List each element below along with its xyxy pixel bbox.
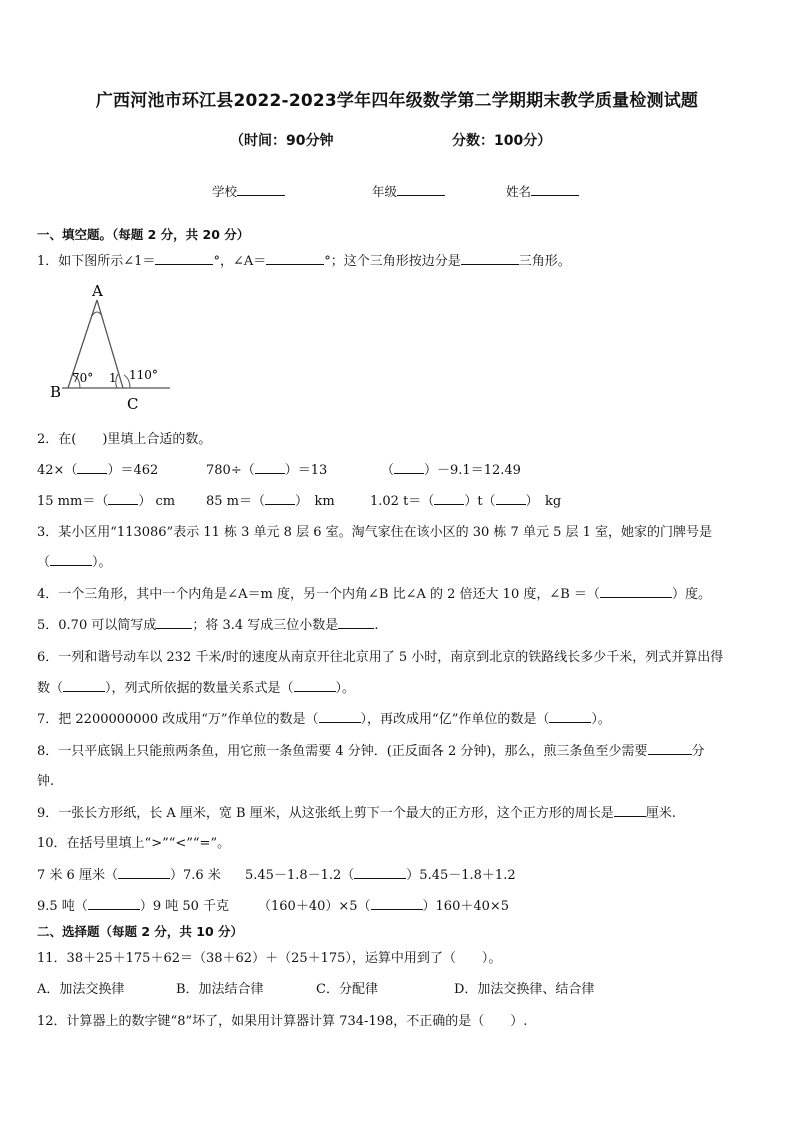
answer-blank[interactable] [461,252,519,265]
answer-blank[interactable] [394,461,424,474]
answer-blank[interactable] [496,492,526,505]
answer-blank[interactable] [434,492,464,505]
grade-field [372,182,445,200]
school-label: 学校 [212,184,238,199]
question-6: 6．一列和谐号动车以 232 千米/时的速度从南京开往北京用了 5 小时，南京到北京的铁路线长多少千米，列式并算出得 [37,650,724,665]
exam-score: 分数：100分） [452,133,552,149]
question-9: 9．一张长方形纸，长 A 厘米，宽 B 厘米，从这张纸上剪下一个最大的正方形，这个正方形的周长是 厘米. [37,806,676,821]
answer-blank[interactable] [255,461,285,474]
q10-item: （160＋40）×5（ ）160＋40×5 [258,899,510,914]
section-1-heading: 一、填空题。（每题 2 分，共 20 分） [37,227,250,242]
question-10-head: 10．在括号里填上“>”“<”“=”。 [37,836,231,851]
question-7: 7．把 2200000000 改成用“万”作单位的数是（ ），再改成用“亿”作单位的数是（ ）。 [37,712,611,727]
q2-item: 15 mm＝（ ） cm [37,494,176,509]
q2-item: 85 m＝（ ） km [206,494,335,509]
q2-item: 780÷（ ）＝13 [206,463,328,478]
question-4: 4．一个三角形，其中一个内角是∠A＝m 度，另一个内角∠B 比∠A 的 2 倍还大 10 度，∠B ＝（ ）度。 [37,587,711,602]
question-8: 8．一只平底锅上只能煎两条鱼，用它煎一条鱼需要 4 分钟．(正反面各 2 分钟)，那么，煎三条鱼至少需要 分 [37,744,705,759]
answer-blank[interactable] [371,897,423,910]
answer-blank[interactable] [338,616,374,629]
option-c[interactable]: C．分配律 [316,982,378,997]
answer-blank[interactable] [50,553,92,566]
answer-blank[interactable] [265,492,295,505]
name-field [506,182,579,200]
grade-label: 年级 [372,184,398,199]
answer-blank[interactable] [77,461,107,474]
answer-blank[interactable] [549,710,591,723]
question-5: 5．0.70 可以简写成 ；将 3.4 写成三位小数是 . [37,618,379,633]
label-a: A [92,282,103,300]
answer-blank[interactable] [155,252,213,265]
question-1: 1．如下图所示∠1＝ °，∠A＝ °；这个三角形按边分是 三角形。 [37,254,571,269]
answer-blank[interactable] [63,679,105,692]
option-d[interactable]: D．加法交换律、结合律 [454,982,595,997]
section-2-heading: 二、选择题（每题 2 分，共 10 分） [37,924,244,939]
answer-blank[interactable] [118,866,170,879]
exam-time: （时间：90分钟 [230,133,334,149]
question-3-cont: （ ）。 [37,555,112,570]
question-6-cont: 数（ ），列式所依据的数量关系式是（ ）。 [37,681,356,696]
q10-item: 7 米 6 厘米（ ）7.6 米 [37,868,221,883]
q2-item: （ ）－9.1＝12.49 [381,463,521,478]
school-blank[interactable] [237,183,285,196]
question-3: 3．某小区用“113086”表示 11 栋 3 单元 8 层 6 室。淘气家住在该小区的 30 栋 7 单元 5 层 1 室，她家的门牌号是 [37,525,713,540]
option-b[interactable]: B．加法结合律 [176,982,264,997]
grade-blank[interactable] [397,183,445,196]
answer-blank[interactable] [600,585,672,598]
option-a[interactable]: A．加法交换律 [37,982,125,997]
q10-item: 5.45－1.8－1.2（ ）5.45－1.8＋1.2 [245,868,516,883]
question-12: 12．计算器上的数字键“8”坏了，如果用计算器计算 734-198，不正确的是（ ）. [37,1014,528,1029]
q10-item: 9.5 吨（ ）9 吨 50 千克 [37,899,230,914]
label-c: C [127,395,139,413]
question-2-head: 2．在( )里填上合适的数。 [37,432,212,447]
answer-blank[interactable] [88,897,140,910]
page-title: 广西河池市环江县2022-2023学年四年级数学第二学期期末教学质量检测试题 [95,91,699,111]
answer-blank[interactable] [108,492,138,505]
question-11: 11．38＋25＋175＋62＝（38＋62）＋（25＋175），运算中用到了（ ）。 [37,951,502,966]
answer-blank[interactable] [648,742,692,755]
q2-item: 1.02 t＝（ ）t（ ） kg [370,494,562,509]
answer-blank[interactable] [294,679,336,692]
name-blank[interactable] [531,183,579,196]
question-8-cont: 钟. [37,774,55,789]
answer-blank[interactable] [614,804,646,817]
answer-blank[interactable] [319,710,361,723]
answer-blank[interactable] [156,616,192,629]
school-field [212,182,285,200]
angle-b-label: 70° [72,371,94,385]
q2-item: 42×（ ）＝462 [37,463,159,478]
name-label: 姓名 [506,184,532,199]
angle-1-label: 1 [109,371,117,385]
label-b: B [50,383,62,401]
answer-blank[interactable] [354,866,406,879]
angle-ext-label: 110° [129,368,158,382]
answer-blank[interactable] [266,252,324,265]
triangle-figure [40,278,180,413]
